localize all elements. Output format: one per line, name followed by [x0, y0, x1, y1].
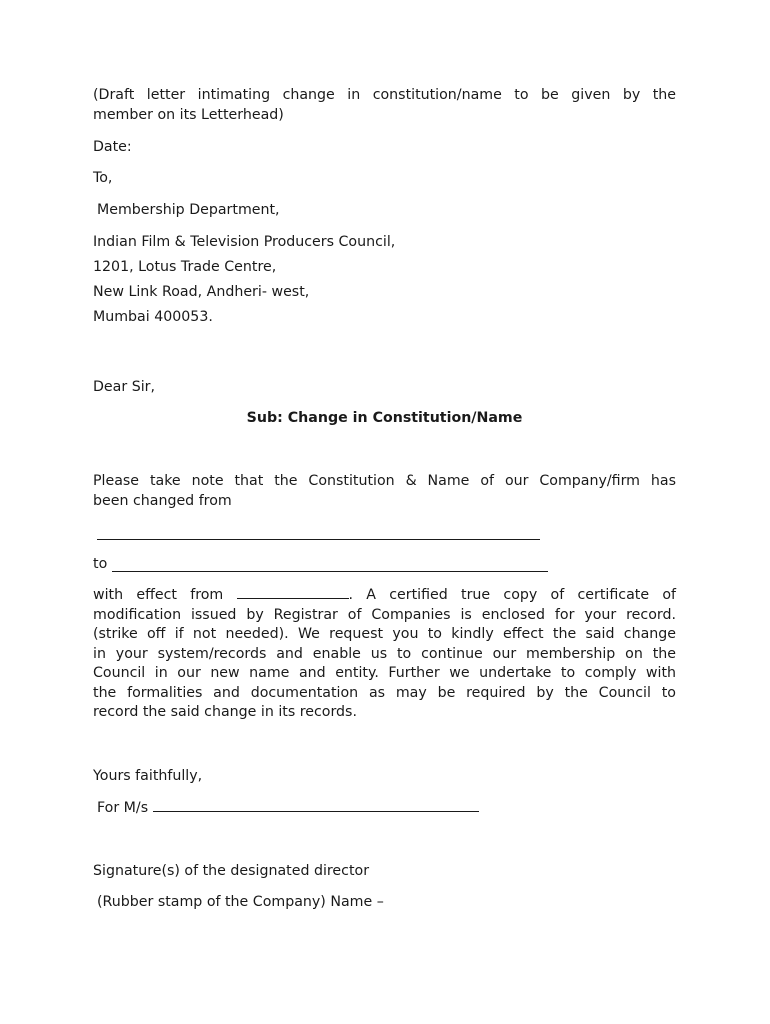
date-label: Date:	[93, 139, 132, 155]
body-paragraph-2-line-2: modification issued by Registrar of Companies is enclosed for your record.	[93, 606, 676, 623]
salutation: Dear Sir,	[93, 379, 155, 395]
signature-label: Signature(s) of the designated director	[93, 863, 370, 879]
to-label: To,	[93, 170, 113, 186]
intro-note-line-2: member on its Letterhead)	[93, 106, 284, 123]
effect-date-blank-line	[237, 586, 349, 599]
effect-from-label: with effect from	[93, 587, 237, 603]
body-paragraph-2-line-6: the formalities and documentation as may be required by the Council to	[93, 684, 676, 701]
address-organization: Indian Film & Television Producers Council,	[93, 234, 396, 250]
subject-line: Sub: Change in Constitution/Name	[246, 410, 523, 426]
to-word: to	[93, 556, 108, 572]
address-street-1: 1201, Lotus Trade Centre,	[93, 259, 277, 275]
body-paragraph-2	[93, 586, 676, 723]
company-name-blank-line	[153, 799, 479, 812]
address-street-2: New Link Road, Andheri- west,	[93, 284, 310, 300]
address-department: Membership Department,	[97, 202, 280, 218]
body-paragraph-2-line-5: Council in our new name and entity. Further we undertake to comply with	[93, 665, 676, 681]
address-city: Mumbai 400053.	[93, 309, 213, 325]
intro-note-line-1: (Draft letter intimating change in constitution/name to be given by the	[93, 87, 676, 103]
intro-note	[93, 86, 676, 125]
for-ms-line	[97, 799, 479, 819]
body-paragraph-2-line-4: in your system/records and enable us to continue our membership on the	[93, 645, 676, 662]
body-paragraph-2-line-1	[93, 586, 676, 606]
body-paragraph-1-line-1: Please take note that the Constitution & Name of our Company/firm has	[93, 473, 676, 489]
certified-copy-text: . A certified true copy of certificate of	[348, 587, 676, 603]
new-name-blank-line	[112, 571, 548, 572]
for-ms-label: For M/s	[97, 800, 153, 816]
body-paragraph-1	[93, 472, 676, 511]
closing: Yours faithfully,	[93, 768, 203, 784]
old-name-blank-line	[97, 539, 540, 540]
body-paragraph-1-line-2: been changed from	[93, 492, 232, 509]
rubber-stamp-label: (Rubber stamp of the Company) Name –	[97, 894, 384, 910]
body-paragraph-2-line-3: (strike off if not needed). We request you to kindly effect the said change	[93, 626, 676, 642]
body-paragraph-2-line-7: record the said change in its records.	[93, 704, 357, 720]
